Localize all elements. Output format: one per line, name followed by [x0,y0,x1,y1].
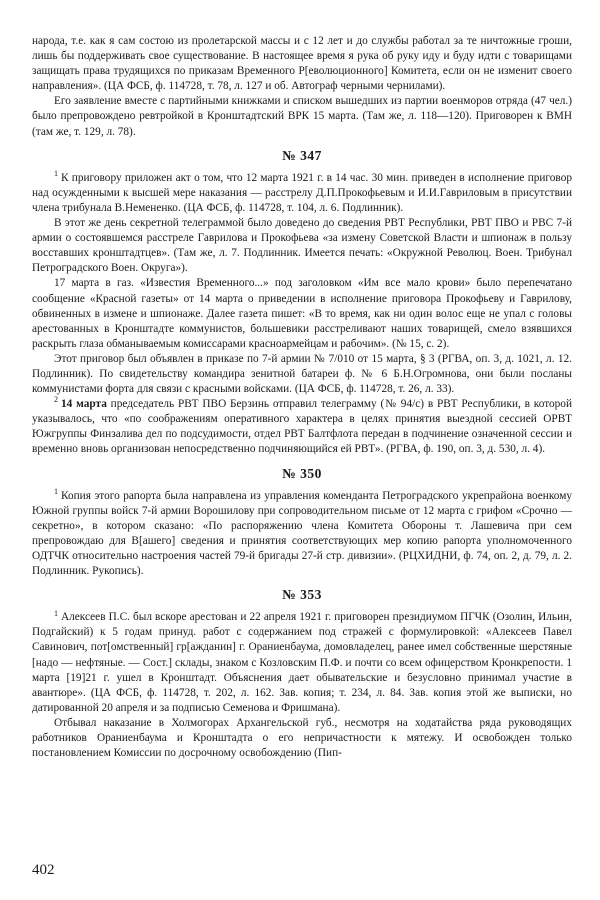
note-text: К приговору приложен акт о том, что 12 марта 1921 г. в 14 час. 30 мин. приведен в исполнение приговор над осужденными к высшей мере наказания — расстрелу Д.П.Прокофьевым и И.И.Гавриловым в присутствии члена трибунала В.Немененко. (ЦА ФСБ, ф. 114728, т. 104, л. 6. Подлинник). [32,171,572,214]
note-347-2 [32,397,572,457]
note-353-1-p1 [32,610,572,716]
note-347-1-p4: Этот приговор был объявлен в приказе по 7-й армии № 7/010 от 15 марта, § 3 (РГВА, оп. 3, д. 1021, л. 12. Подлинник). По свидетельству командира зенитной батареи ф. № 6 Б.Н.Огромнова, они были посланы коммунистами форта для связи с красными войсками. (ЦА ФСБ, ф. 114728, т. 26, л. 33). [32,352,572,396]
footnote-marker: 1 [54,608,58,618]
footnote-marker: 1 [54,168,58,178]
note-347-1-p2: В этот же день секретной телеграммой было доведено до сведения РВТ Республики, РВТ ПВО и РВС 7-й армии о состоявшемся расстреле Гаврилова и Прокофьева «за измену Советской Власти и шпионаж в пользу восставших кронштадтцев». (Там же, л. 7. Подлинник. Имеется печать: «Окружной Революц. Воен. Трибунал Петроградского Воен. Округа»). [32,217,572,275]
note-date: 14 марта [61,398,107,411]
footnote-marker: 1 [54,486,58,496]
note-347-1-p3: 17 марта в газ. «Известия Временного...» под заголовком «Им все мало крови» было перепечатано сообщение «Красной газеты» от 14 марта о приведении в исполнение приговора Прокофьеву и Гаврилову, обвиненных в измене и шпионаже. Далее газета пишет: «В то время, как ни один волос еще не упал с головы арестованных в Кронштадте коммунистов, большевики расстреливают наших товарищей, смело взявшихся раскрыть глаза обманываемым комиссарами красноармейцам и рабочим». (№ 15, с. 2). [32,277,572,350]
section-title-350: № 350 [282,465,322,481]
intro-paragraph-2: Его заявление вместе с партийными книжками и списком вышедших из партии военморов отряда (47 чел.) было препровождено ревтройкой в Кронштадтский ВРК 15 марта. (Там же, л. 118—120). Приговорен к ВМН (там же, т. 129, л. 78). [32,95,572,138]
note-text: председатель РВТ ПВО Берзинь отправил телеграмму (№ 94/с) в РВТ Республики, в которой указывалось, что «по соображениям оперативного характера в целях принятия выездной сессией ОРВТ Южгруппы Финзалива дел по подсудимости, отдел РВТ Балтфлота передан в подчинение означенной сессии и временно вновь организован непосредственно подчиняющийся ей РВТ». (РГВА, ф. 190, оп. 3, д. 530, л. 4). [32,398,572,456]
note-text: Копия этого рапорта была направлена из управления коменданта Петроградского укрепрайона военкому Южной группы войск 7-й армии Ворошилову при сопроводительном письме от 12 марта с грифом «Срочно — секретно», в котором сказано: «По распоряжению члена Комитета Обороны т. Лашевича при сем препровождаю для В[ашего] сведения и принятия соответствующих мер копию рапорта уполномоченного ОДТЧК относительно настроения частей 79-й бригады 27-й стр. дивизии». (РЦХИДНИ, ф. 74, оп. 2, д. 79, л. 2. Подлинник. Рукопись). [32,489,572,578]
section-title-347: № 347 [282,147,322,163]
note-347-1-p1 [32,168,572,216]
section-title-353: № 353 [282,587,322,603]
intro-paragraph-1: народа, т.е. как я сам состою из пролетарской массы и с 12 лет и до службы работал за те ничтожные гроши, лишь бы поддерживать свое существование. В настоящее время я рука об руку иду и буду идти с товарищами защищать права трудящихся по приказам Временного Р[еволюционного] Комитета, если он не изменит своего направления». (ЦА ФСБ, ф. 114728, т. 78, л. 127 и об. Автограф черными чернилами). [32,35,572,93]
page-body [32,34,572,761]
page-number: 402 [32,862,55,878]
footnote-marker: 2 [54,395,58,405]
note-text: Алексеев П.С. был вскоре арестован и 22 апреля 1921 г. приговорен президиумом ПГЧК (Озолин, Ильин, Подгайский) к 5 годам принуд. работ с содержанием под стражей с формулировкой: «Алексеев Павел Савинович, пот[омственный] гр[ажданин] г. Ораниенбаума, домовладелец, ранее имел собственные шерстяные [надо — нефтяные. — Сост.] склады, знаком с Козловским П.Ф. и почти со всем офицерством Кронкрепости. 1 марта [19]21 г. ушел в Кронштадт. Объяснения дает обывательские и безусловно принимал участие в авантюре». (ЦА ФСБ, ф. 114728, т. 202, л. 162. Зав. копия; т. 234, л. 84. Зав. копия этой же выписки, но датированной 20 апреля и за подписью Семенова и Фришмана). [32,611,572,714]
note-353-1-p2: Отбывал наказание в Холмогорах Архангельской губ., несмотря на ходатайства ряда руководящих работников Ораниенбаума и Кронштадта о его непричастности к мятежу. И освобожден только постановлением Комиссии по досрочному освобождению (Пип- [32,716,572,760]
note-350-1 [32,486,572,580]
